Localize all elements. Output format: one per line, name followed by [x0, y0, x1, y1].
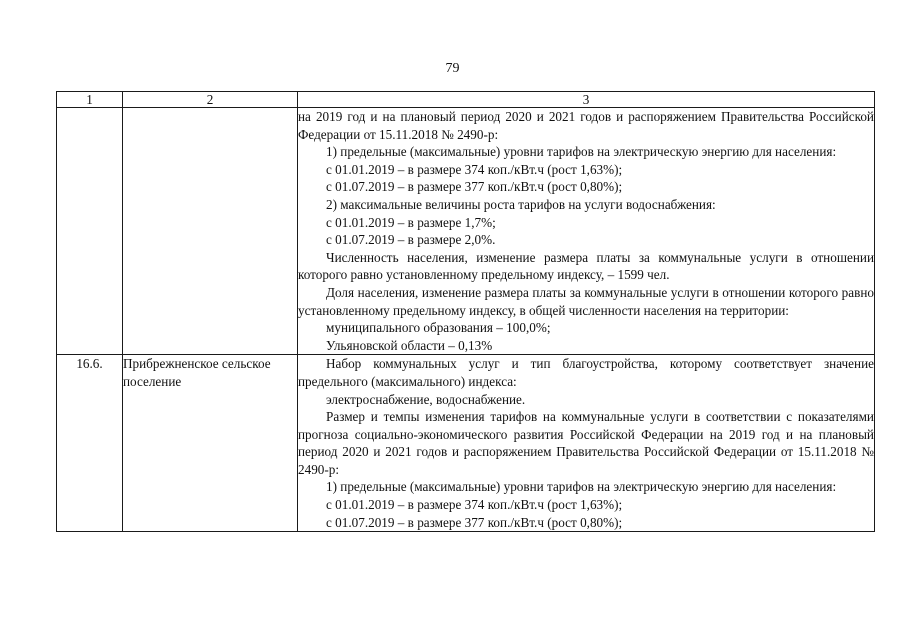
- paragraph: 2) максимальные величины роста тарифов на услуги водоснабжения:: [326, 196, 716, 212]
- paragraph: с 01.07.2019 – в размере 377 коп./кВт.ч (рост 0,80%);: [326, 179, 623, 195]
- table-header-row: [57, 92, 875, 108]
- row-number-cell: 16.6.: [57, 355, 123, 532]
- paragraph: 1) предельные (максимальные) уровни тарифов на электрическую энергию для населения:: [326, 479, 837, 495]
- tariff-table: [56, 91, 875, 532]
- row-number-cell: [57, 108, 123, 355]
- paragraph: Размер и темпы изменения тарифов на коммунальные услуги в соответствии с показателями прогноза социально-экономического развития Российской Федерации на 2019 год и на плановый период 2020 и 2021 годов и распоряжением Правительства Российской Федерации от 15.11.2018 № 2490-р:: [298, 409, 874, 477]
- paragraph: с 01.01.2019 – в размере 1,7%;: [326, 214, 496, 230]
- paragraph: с 01.07.2019 – в размере 377 коп./кВт.ч (рост 0,80%);: [326, 514, 623, 530]
- paragraph: с 01.01.2019 – в размере 374 коп./кВт.ч (рост 1,63%);: [326, 161, 623, 177]
- row-text-cell: [298, 108, 875, 355]
- paragraph: Набор коммунальных услуг и тип благоустройства, которому соответствует значение предельного (максимального) индекса:: [298, 356, 874, 389]
- table-row-continuation: [57, 108, 875, 355]
- paragraph: Численность населения, изменение размера платы за коммунальные услуги в отношении которого равно установленному предельному индексу, – 1599 чел.: [298, 249, 874, 283]
- paragraph: на 2019 год и на плановый период 2020 и 2021 годов и распоряжением Правительства Российской Федерации от 15.11.2018 № 2490-р:: [298, 109, 874, 142]
- paragraph: с 01.07.2019 – в размере 2,0%.: [326, 232, 496, 248]
- row-name-cell: [123, 108, 298, 355]
- page-number: 79: [445, 61, 460, 76]
- paragraph: электроснабжение, водоснабжение.: [326, 391, 526, 407]
- row-text-cell: [298, 355, 875, 532]
- column-header-name: 2: [123, 92, 298, 108]
- table-row-16-6: [57, 355, 875, 532]
- paragraph: Ульяновской области – 0,13%: [326, 337, 493, 353]
- column-header-number: 1: [57, 92, 123, 108]
- paragraph: Доля населения, изменение размера платы за коммунальные услуги в отношении которого равно установленному предельному индексу, в общей численности населения на территории:: [298, 284, 874, 318]
- column-header-description: 3: [298, 92, 875, 108]
- paragraph: с 01.01.2019 – в размере 374 коп./кВт.ч (рост 1,63%);: [326, 497, 623, 513]
- settlement-name-cell: Прибрежненское сельское поселение: [123, 355, 298, 532]
- paragraph: муниципального образования – 100,0%;: [326, 320, 551, 336]
- paragraph: 1) предельные (максимальные) уровни тарифов на электрическую энергию для населения:: [326, 144, 837, 160]
